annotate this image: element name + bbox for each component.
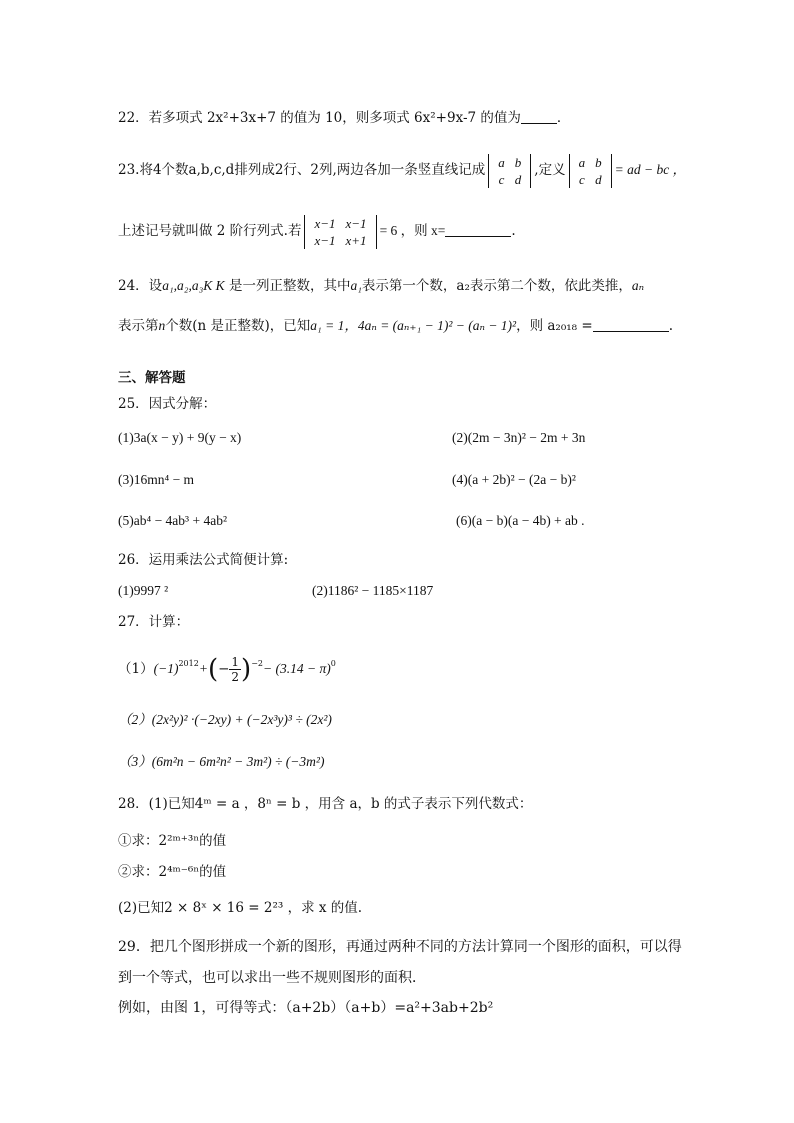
question-27-title: 27．计算：	[118, 614, 190, 630]
q25-item-2: (2)(2m − 3n)² − 2m + 3n	[452, 430, 586, 445]
question-26-title: 26．运用乘法公式简便计算:	[118, 552, 289, 568]
answer-blank[interactable]	[593, 317, 669, 332]
q27-item-3: （3）(6m²n − 6m²n² − 3m²) ÷ (−3m²)	[118, 754, 325, 769]
q25-item-6: (6)(a − b)(a − 4b) + ab .	[456, 513, 585, 528]
determinant-formula: = ad − bc ，	[614, 162, 687, 177]
question-23-line2: 上述记号就叫做 2 阶行列式.若 x−1 x−1 x−1 x+1 = 6 ，则 x= .	[118, 215, 516, 248]
q26-item-1: (1)9997 ²	[118, 583, 169, 598]
question-25-title: 25．因式分解：	[118, 396, 217, 412]
question-24-line2: 表示第n个数(n 是正整数)，已知a₁ = 1，4aₙ = (aₙ₊₁ − 1)² − (aₙ − 1)²，则 a₂₀₁₈ = .	[118, 318, 673, 334]
determinant-x: x−1 x−1 x−1 x+1	[304, 215, 376, 249]
question-28: 28．(1)已知4ᵐ = a ，8ⁿ = b ，用含 a，b 的式子表示下列代数式：	[118, 796, 533, 812]
determinant-abcd: a b c d	[488, 154, 531, 188]
section-title: 三、解答题	[118, 370, 186, 386]
question-22: 22．若多项式 2x²+3x+7 的值为 10，则多项式 6x²+9x-7 的值为 ．	[118, 110, 571, 126]
q27-item-2: （2）(2x²y)² ·(−2xy) + (−2x³y)³ ÷ (2x²)	[118, 712, 332, 727]
fraction-one-half: $\frac{1}{2}$	[231, 655, 240, 684]
question-24: 24．设a₁,a₂,a₃K K 是一列正整数，其中a₁表示第一个数，a₂表示第二个数，依此类推，aₙ	[118, 278, 645, 294]
q25-item-3: (3)16mn⁴ − m	[118, 472, 195, 487]
q25-item-4: (4)(a + 2b)² − (2a − b)²	[452, 472, 576, 487]
q27-item-1: $(1)(-1)^{2012}+(-$ $\frac{1}{2}$ )$^{-2}- (3.14 - \pi)^0$	[118, 654, 336, 685]
q26-item-2: (2)1186² − 1185×1187	[312, 583, 434, 598]
q28-item-1: ①求：2²ᵐ⁺³ⁿ的值	[118, 833, 227, 849]
question-23: 23.将4个数a,b,c,d排列成2行、2列,两边各加一条竖直线记成 a b c d ,定义 a b c d = ad − bc ，	[118, 154, 687, 187]
q28-item-3: (2)已知2 × 8ˣ × 16 = 2²³ ，求 x 的值.	[118, 900, 363, 916]
q28-item-2: ②求：2⁴ᵐ⁻⁶ⁿ的值	[118, 864, 227, 880]
question-29-line2: 到一个等式，也可以求出一些不规则图形的面积．	[118, 970, 426, 986]
answer-blank[interactable]	[521, 109, 557, 124]
question-22-text: 22．若多项式 2x²+3x+7 的值为 10，则多项式 6x²+9x-7 的值为	[118, 110, 521, 126]
q25-item-5: (5)ab⁴ − 4ab³ + 4ab²	[118, 513, 227, 528]
question-23-text: 23.将4个数a,b,c,d排列成2行、2列,两边各加一条竖直线记成	[118, 162, 486, 178]
answer-blank[interactable]	[445, 222, 511, 237]
question-29-line3: 例如，由图 1，可得等式：（a+2b）（a+b）=a²+3ab+2b²	[118, 1000, 494, 1016]
q25-item-1: (1)3a(x − y) + 9(y − x)	[118, 430, 242, 445]
determinant-definition: a b c d	[569, 154, 612, 188]
question-29: 29．把几个图形拼成一个新的图形，再通过两种不同的方法计算同一个图形的面积，可以得	[118, 939, 682, 955]
